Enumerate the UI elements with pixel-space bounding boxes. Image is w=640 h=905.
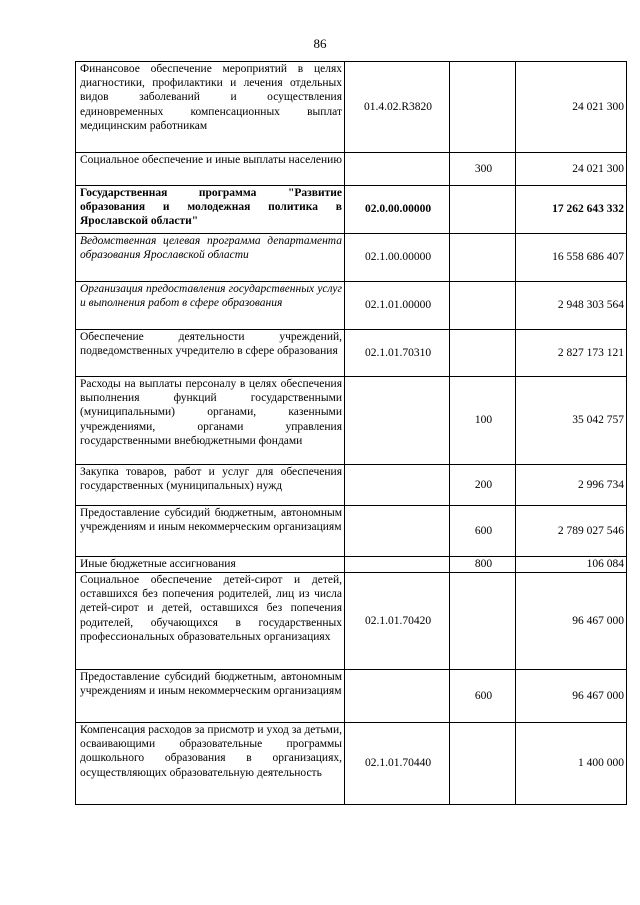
row-name: Обеспечение деятельности учреждений, подведомственных учредителю в сфере образования <box>76 330 345 377</box>
row-name: Социальное обеспечение и иные выплаты населению <box>76 153 345 186</box>
row-code <box>345 506 450 557</box>
table-row <box>76 506 627 557</box>
row-code: 02.0.00.00000 <box>345 186 450 234</box>
row-amount: 2 948 303 564 <box>516 282 627 330</box>
row-name: Социальное обеспечение детей-сирот и детей, оставшихся без попечения родителей, лиц из числа детей-сирот и детей, оставшихся без попечения родителей, обучающихся в государственных профессиональных образовательных организациях <box>76 573 345 670</box>
table-row <box>76 377 627 465</box>
row-code: 02.1.00.00000 <box>345 234 450 282</box>
row-code <box>345 557 450 573</box>
row-name: Закупка товаров, работ и услуг для обеспечения государственных (муниципальных) нужд <box>76 465 345 506</box>
row-expense-type: 300 <box>450 153 516 186</box>
table-row <box>76 723 627 805</box>
row-amount: 16 558 686 407 <box>516 234 627 282</box>
budget-table <box>75 61 627 805</box>
row-name: Компенсация расходов за присмотр и уход за детьми, осваивающими образовательные программы дошкольного образования в организациях, осуществляющих образовательную деятельность <box>76 723 345 805</box>
table-row <box>76 670 627 723</box>
row-expense-type: 600 <box>450 670 516 723</box>
row-code: 02.1.01.70310 <box>345 330 450 377</box>
row-code: 02.1.01.00000 <box>345 282 450 330</box>
row-name: Организация предоставления государственных услуг и выполнения работ в сфере образования <box>76 282 345 330</box>
row-amount: 106 084 <box>516 557 627 573</box>
row-name: Ведомственная целевая программа департамента образования Ярославской области <box>76 234 345 282</box>
table-row <box>76 234 627 282</box>
row-amount: 24 021 300 <box>516 62 627 153</box>
row-amount: 2 827 173 121 <box>516 330 627 377</box>
row-amount: 1 400 000 <box>516 723 627 805</box>
table-row <box>76 573 627 670</box>
row-amount: 2 996 734 <box>516 465 627 506</box>
row-code: 01.4.02.R3820 <box>345 62 450 153</box>
row-name: Государственная программа "Развитие образования и молодежная политика в Ярославской области" <box>76 186 345 234</box>
row-expense-type: 100 <box>450 377 516 465</box>
row-amount: 24 021 300 <box>516 153 627 186</box>
table-row <box>76 62 627 153</box>
row-name: Иные бюджетные ассигнования <box>76 557 345 573</box>
row-amount: 96 467 000 <box>516 573 627 670</box>
row-code: 02.1.01.70440 <box>345 723 450 805</box>
page-number: 86 <box>313 36 327 51</box>
row-amount: 2 789 027 546 <box>516 506 627 557</box>
table-row <box>76 330 627 377</box>
row-code <box>345 153 450 186</box>
row-name: Предоставление субсидий бюджетным, автономным учреждениям и иным некоммерческим организациям <box>76 506 345 557</box>
table-row <box>76 557 627 573</box>
table-row <box>76 186 627 234</box>
row-amount: 35 042 757 <box>516 377 627 465</box>
row-expense-type <box>450 723 516 805</box>
table-row <box>76 282 627 330</box>
row-expense-type <box>450 234 516 282</box>
row-name: Финансовое обеспечение мероприятий в целях диагностики, профилактики и лечения отдельных видов заболеваний и осуществления единовременных компенсационных выплат медицинским работникам <box>76 62 345 153</box>
row-expense-type <box>450 186 516 234</box>
row-expense-type <box>450 573 516 670</box>
row-name: Предоставление субсидий бюджетным, автономным учреждениям и иным некоммерческим организациям <box>76 670 345 723</box>
row-amount: 96 467 000 <box>516 670 627 723</box>
row-expense-type <box>450 330 516 377</box>
table-row <box>76 465 627 506</box>
row-code <box>345 465 450 506</box>
row-expense-type <box>450 282 516 330</box>
table-row <box>76 153 627 186</box>
row-name: Расходы на выплаты персоналу в целях обеспечения выполнения функций государственными (муниципальными) органами, казенными учреждениями, органами управления государственными внебюджетными фондами <box>76 377 345 465</box>
row-code <box>345 670 450 723</box>
row-amount: 17 262 643 332 <box>516 186 627 234</box>
row-code <box>345 377 450 465</box>
row-expense-type: 800 <box>450 557 516 573</box>
row-expense-type: 200 <box>450 465 516 506</box>
row-expense-type: 600 <box>450 506 516 557</box>
row-code: 02.1.01.70420 <box>345 573 450 670</box>
row-expense-type <box>450 62 516 153</box>
